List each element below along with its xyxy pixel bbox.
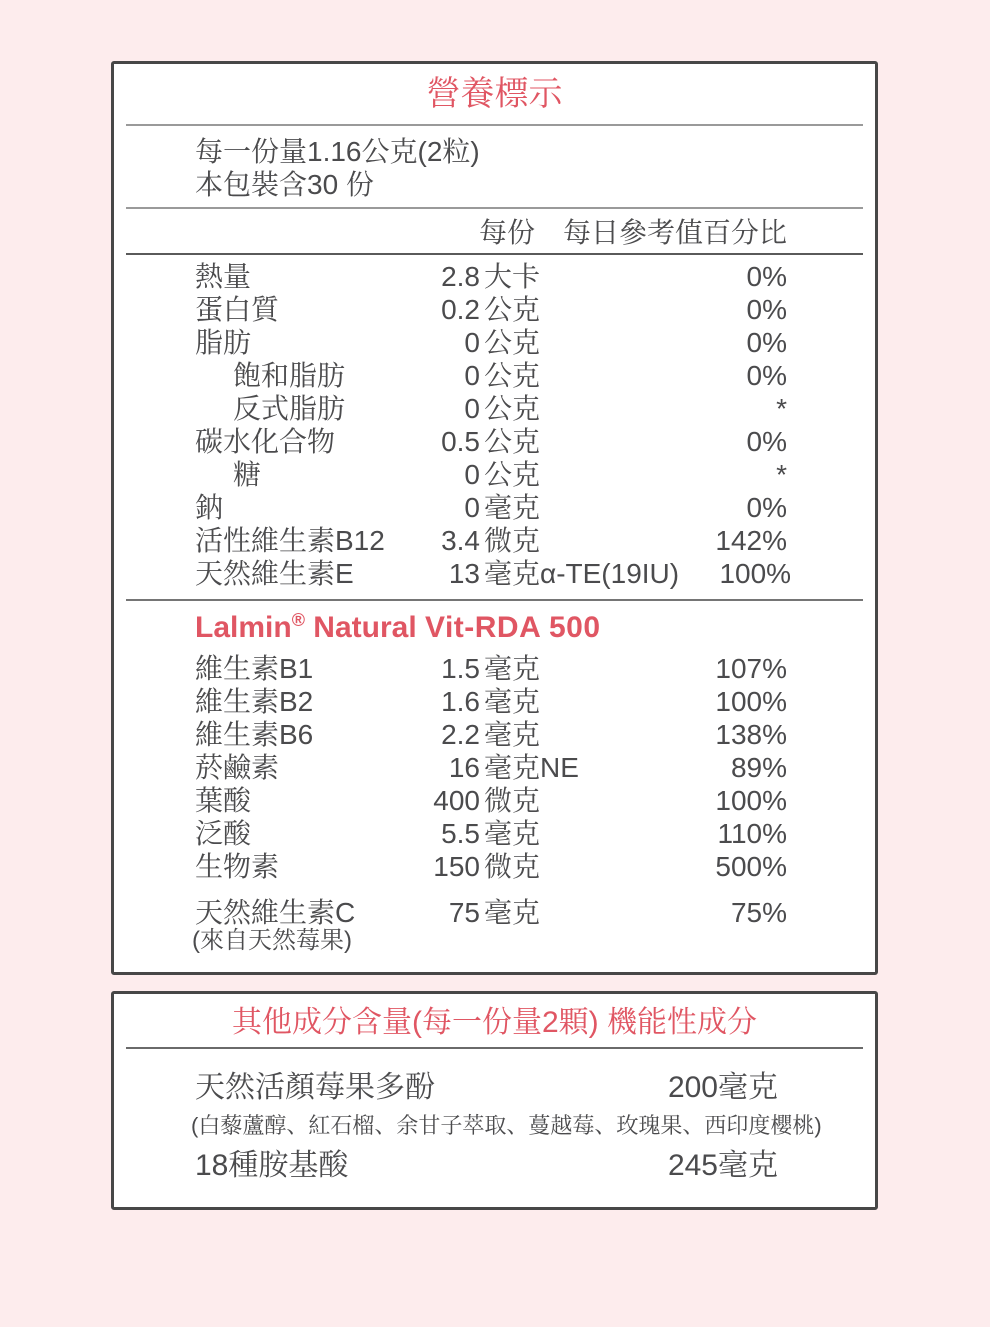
nutrient-daily-value: 0% [746, 492, 787, 523]
nutrient-daily-value: * [776, 393, 787, 424]
nutrient-daily-value: 75% [730, 897, 787, 928]
nutrient-amount: 16 [448, 752, 480, 783]
nutrient-row [195, 293, 787, 326]
nutrient-amount: 0 [464, 492, 480, 523]
nutrient-name: 維生素B1 [195, 653, 314, 684]
nutrient-row [195, 718, 787, 751]
nutrient-row [195, 425, 787, 458]
nutrient-daily-value: 0% [746, 360, 787, 391]
nutrient-row [195, 751, 787, 784]
nutrient-amount: 13 [448, 558, 480, 589]
nutrient-amount: 0 [464, 393, 480, 424]
brand-name: Lalmin [195, 611, 292, 644]
other-ingredients-panel [111, 991, 878, 1210]
nutrient-name: 鈉 [195, 492, 224, 523]
product-code: Vit-RDA 500 [424, 611, 601, 644]
nutrient-row [195, 392, 787, 425]
nutrient-name: 葉酸 [195, 785, 252, 816]
nutrient-row [195, 359, 787, 392]
ingredient-amount: 245毫克 [667, 1149, 778, 1182]
nutrient-unit: 毫克 [484, 686, 541, 717]
nutrition-facts-panel [111, 61, 878, 975]
ingredient-row [195, 1071, 778, 1105]
vitamin-rows [195, 652, 787, 883]
nutrient-unit: 微克 [484, 851, 541, 882]
nutrient-rows [195, 260, 792, 590]
nutrient-amount: 2.2 [441, 719, 480, 750]
nutrient-unit: 毫克 [484, 653, 541, 684]
nutrient-unit: 毫克 [484, 719, 541, 750]
nutrient-daily-value: 100% [719, 558, 792, 589]
nutrient-daily-value: 0% [746, 426, 787, 457]
nutrient-unit: 公克 [484, 360, 541, 391]
nutrient-name: 蛋白質 [195, 294, 280, 325]
nutrient-name: 活性維生素B12 [195, 525, 385, 556]
nutrient-row [195, 784, 787, 817]
nutrient-daily-value: 89% [730, 752, 787, 783]
nutrient-amount: 5.5 [441, 818, 480, 849]
ingredient-amount: 200毫克 [667, 1071, 778, 1104]
ingredient-name: 天然活顏莓果多酚 [195, 1071, 435, 1104]
divider-under-header [126, 253, 863, 255]
other-ingredients-title: 其他成分含量(每一份量2顆) 機能性成分 [232, 1006, 757, 1039]
nutrient-unit: 毫克NE [484, 752, 579, 783]
nutrient-unit: 公克 [484, 294, 541, 325]
nutrient-row [195, 557, 792, 590]
nutrient-daily-value: * [776, 459, 787, 490]
lalmin-subsection-heading [195, 611, 790, 645]
nutrient-name: 菸鹼素 [195, 752, 280, 783]
nutrient-amount: 0 [464, 327, 480, 358]
ingredient-row [195, 1149, 778, 1183]
nutrient-amount: 1.5 [441, 653, 480, 684]
nutrient-amount: 150 [433, 851, 480, 882]
serving-info [195, 135, 790, 201]
nutrient-daily-value: 0% [746, 261, 787, 292]
vitamin-c-source-note: (來自天然莓果) [192, 927, 352, 954]
nutrient-amount: 0 [464, 360, 480, 391]
nutrient-row [195, 817, 787, 850]
divider-under-title [126, 124, 863, 126]
vitamin-c-block [114, 896, 875, 955]
nutrient-daily-value: 100% [715, 686, 787, 717]
nutrient-daily-value: 100% [715, 785, 787, 816]
nutrient-row [195, 685, 787, 718]
nutrient-daily-value: 138% [715, 719, 787, 750]
vitamin-c-row-wrap [195, 896, 787, 929]
nutrient-row [195, 491, 787, 524]
nutrient-row [195, 850, 787, 883]
nutrient-row [195, 326, 787, 359]
column-header: 每份 每日參考值百分比 [478, 217, 787, 248]
nutrient-name: 飽和脂肪 [233, 360, 346, 391]
divider-under-other-title [126, 1047, 863, 1049]
nutrient-daily-value: 142% [715, 525, 787, 556]
nutrient-unit: 微克 [484, 525, 541, 556]
nutrient-daily-value: 0% [746, 327, 787, 358]
nutrient-amount: 0 [464, 459, 480, 490]
nutrient-amount: 0.2 [441, 294, 480, 325]
nutrient-daily-value: 0% [746, 294, 787, 325]
divider-above-subsection [126, 599, 863, 601]
nutrient-name: 熱量 [195, 261, 252, 292]
nutrient-row [195, 260, 787, 293]
serving-size-text: 每一份量1.16公克(2粒) [195, 136, 480, 167]
nutrient-unit: 公克 [484, 459, 541, 490]
nutrient-daily-value: 107% [715, 653, 787, 684]
nutrient-unit: 毫克 [484, 818, 541, 849]
divider-under-serving [126, 207, 863, 209]
nutrient-unit: 毫克 [484, 897, 541, 928]
registered-mark: ® [291, 610, 305, 630]
nutrient-row [195, 524, 787, 557]
nutrient-name: 泛酸 [195, 818, 252, 849]
nutrient-name: 維生素B2 [195, 686, 314, 717]
nutrient-amount: 0.5 [441, 426, 480, 457]
nutrient-unit: 公克 [484, 426, 541, 457]
nutrient-row [195, 896, 787, 929]
nutrient-amount: 75 [448, 897, 480, 928]
nutrient-name: 碳水化合物 [195, 426, 336, 457]
nutrient-unit: 大卡 [484, 261, 541, 292]
nutrient-amount: 1.6 [441, 686, 480, 717]
nutrient-name: 生物素 [195, 851, 280, 882]
nutrient-unit: 毫克α-TE(19IU) [484, 558, 680, 589]
nutrient-name: 天然維生素E [195, 558, 354, 589]
nutrient-amount: 2.8 [441, 261, 480, 292]
nutrient-name: 維生素B6 [195, 719, 314, 750]
brand-name-rest: Natural [304, 611, 425, 644]
nutrient-amount: 3.4 [441, 525, 480, 556]
nutrient-name: 天然維生素C [195, 897, 356, 928]
nutrient-unit: 毫克 [484, 492, 541, 523]
nutrition-title: 營養標示 [426, 75, 563, 113]
ingredient-sources-note: (白藜蘆醇、紅石榴、余甘子萃取、蔓越莓、玫瑰果、西印度櫻桃) [191, 1113, 822, 1138]
nutrient-name: 反式脂肪 [233, 393, 346, 424]
nutrient-daily-value: 500% [715, 851, 787, 882]
nutrient-amount: 400 [433, 785, 480, 816]
ingredient-name: 18種胺基酸 [195, 1149, 349, 1182]
servings-per-package-text: 本包裝含30 份 [195, 169, 374, 200]
nutrient-unit: 公克 [484, 393, 541, 424]
nutrient-unit: 公克 [484, 327, 541, 358]
nutrient-daily-value: 110% [717, 818, 787, 849]
nutrient-name: 糖 [233, 459, 262, 490]
nutrient-name: 脂肪 [195, 327, 252, 358]
nutrient-row [195, 458, 787, 491]
nutrient-unit: 微克 [484, 785, 541, 816]
nutrient-row [195, 652, 787, 685]
